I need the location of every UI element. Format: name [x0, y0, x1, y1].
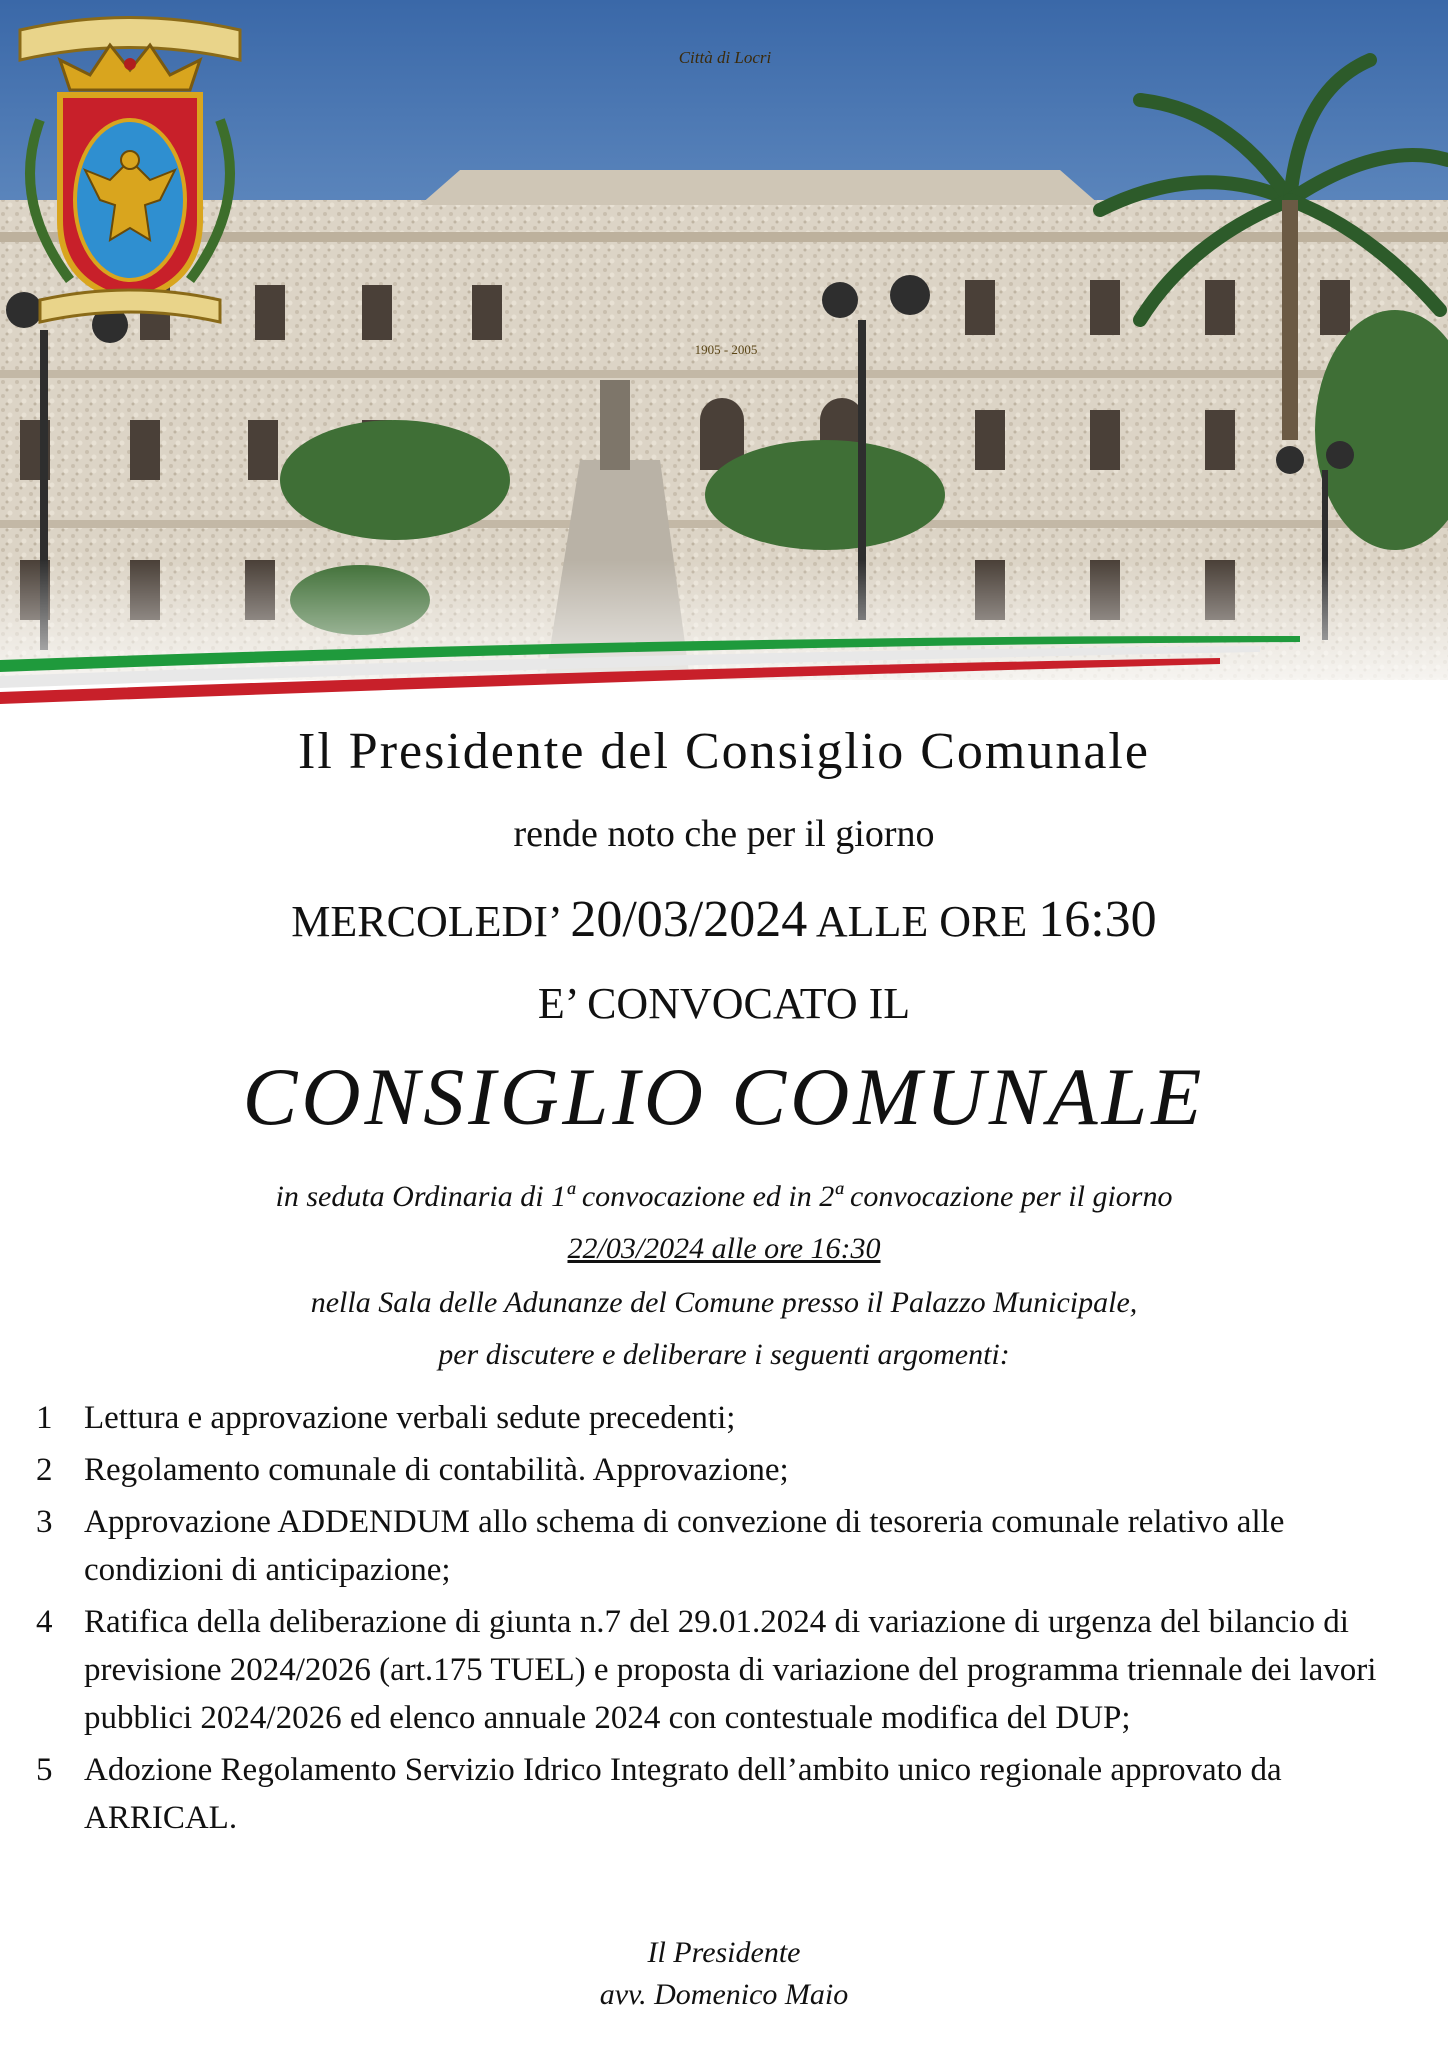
agenda-item-text: Approvazione ADDENDUM allo schema di convezione di tesoreria comunale relativo alle condizioni di anticipazione; [84, 1504, 1285, 1588]
agenda-item [36, 1746, 1426, 1842]
pediment [420, 170, 1100, 205]
meeting-date-line [0, 890, 1448, 949]
signature-name: avv. Domenico Maio [599, 1978, 849, 2011]
meeting-date: 20/03/2024 [570, 891, 808, 948]
session-location: nella Sala delle Adunanze del Comune presso il Palazzo Municipale, [310, 1286, 1138, 1319]
header-illustration [0, 0, 1448, 720]
agenda-item [36, 1446, 1426, 1494]
agenda-item-number: 1 [36, 1400, 53, 1436]
agenda-item-text: Adozione Regolamento Servizio Idrico Integrato dell’ambito unico regionale approvato da ARRICAL. [84, 1752, 1282, 1836]
agenda-item [36, 1498, 1426, 1594]
agenda-item-number: 3 [36, 1504, 53, 1540]
agenda-item-number: 4 [36, 1604, 53, 1640]
agenda-item-text: Regolamento comunale di contabilità. Approvazione; [84, 1452, 789, 1488]
agenda-item [36, 1394, 1426, 1442]
session-type: in seduta Ordinaria di 1ª convocazione ed in 2ª convocazione per il giorno [275, 1180, 1173, 1213]
crest-motto: Città di Locri [678, 48, 772, 67]
city-crest-logo [0, 0, 260, 330]
agenda-list [36, 1394, 1426, 1846]
convocation-line: E’ CONVOCATO IL [537, 979, 911, 1028]
notice-heading: Il Presidente del Consiglio Comunale [298, 723, 1150, 780]
crest-years: 1905 - 2005 [694, 342, 758, 357]
council-title: CONSIGLIO COMUNALE [242, 1051, 1206, 1142]
meeting-time-prefix: ALLE ORE [815, 897, 1028, 946]
second-convocation [0, 1232, 1448, 1266]
meeting-time: 16:30 [1038, 891, 1157, 948]
agenda-item-number: 2 [36, 1452, 53, 1488]
meeting-day: MERCOLEDI’ [291, 897, 560, 946]
agenda-intro: per discutere e deliberare i seguenti argomenti: [438, 1338, 1010, 1371]
second-convocation-date: 22/03/2024 alle ore 16:30 [567, 1232, 881, 1265]
agenda-item-text: Lettura e approvazione verbali sedute precedenti; [84, 1400, 736, 1436]
signature-title: Il Presidente [647, 1936, 801, 1969]
agenda-item [36, 1598, 1426, 1742]
notice-intro: rende noto che per il giorno [513, 813, 935, 855]
agenda-item-number: 5 [36, 1752, 53, 1788]
agenda-item-text: Ratifica della deliberazione di giunta n.7 del 29.01.2024 di variazione di urgenza del bilancio di previsione 2024/2026 (art.175 TUEL) e proposta di variazione del programma triennale dei lavori pubblici 2024/2026 ed elenco annuale 2024 con contestuale modifica del DUP; [84, 1604, 1377, 1736]
